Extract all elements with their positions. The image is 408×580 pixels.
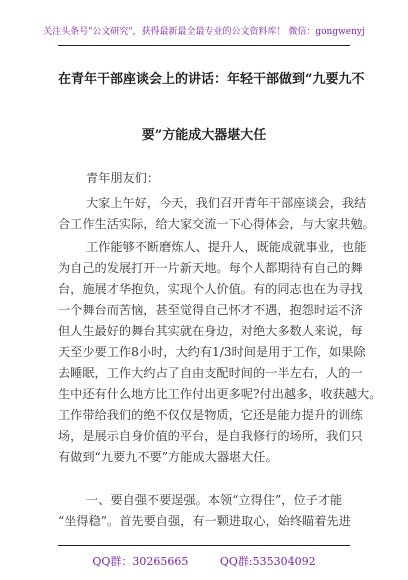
paragraph-line: 工作带给我们的绝不仅仅是物质，它还是能力提升的训练 [58,408,363,422]
footer-divider [58,545,350,546]
paragraph-1 [58,193,375,235]
paragraph-line: 合工作生活实际，给大家交流一下心得体会，与大家共勉。 [58,217,375,231]
greeting: 青年朋友们： [86,171,160,185]
document-title-line-2: 要”方能成大器堪大任 [141,128,267,143]
paragraph-line: 台，施展才华抱负，实现个人价值。有的同志也在为寻找 [58,282,363,296]
paragraph-line: 为自己的发展打开一片新天地。每个人都期待有自己的舞 [58,261,363,275]
header-divider [58,45,350,46]
paragraph-2 [58,237,382,468]
footer [0,553,408,569]
paragraph-line: 去睡眠，工作大约占了自由支配时间的一半左右，人的一 [58,366,363,380]
paragraph-line: 但人生最好的舞台其实就在身边，对绝大多数人来说，每 [58,324,363,338]
paragraph-line: 生中还有什么地方比工作付出更多呢?付出越多，收获越大。 [58,387,382,401]
qq-group-1: QQ群：30265665 [92,555,189,568]
paragraph-line: 一、要自强不要逞强。本领“立得住”，位子才能 [86,493,343,507]
paragraph-line: 场，是展示自身价值的平台，是自我修行的场所，我们只 [58,429,363,443]
header-note: 关注头条号"公文研究"，获得最新最全最专业的公文资料库！ 微信：gongwenyj [43,27,365,37]
paragraph-line: 天至少要工作8小时，大约有1/3时间是用于工作，如果除 [58,345,366,359]
qq-group-2: QQ群:535304092 [219,555,316,568]
paragraph-3 [58,490,350,532]
paragraph-line: 有做到“九要九不要”方能成大器堪大任。 [58,450,278,464]
paragraph-line: 大家上午好，今天，我们召开青年干部座谈会，我结 [86,196,367,210]
paragraph-line: 一个舞台而苦恼，甚至觉得自己怀才不遇，抱怨时运不济 [58,303,363,317]
paragraph-line: 工作能够不断磨炼人、提升人，既能成就事业，也能 [86,240,367,254]
document-title-line-1: 在青年干部座谈会上的讲话：年轻干部做到“九要九不 [58,72,365,87]
paragraph-line: “坐得稳”。首先要自强，有一颗进取心，始终瞄着先进 [58,514,351,528]
